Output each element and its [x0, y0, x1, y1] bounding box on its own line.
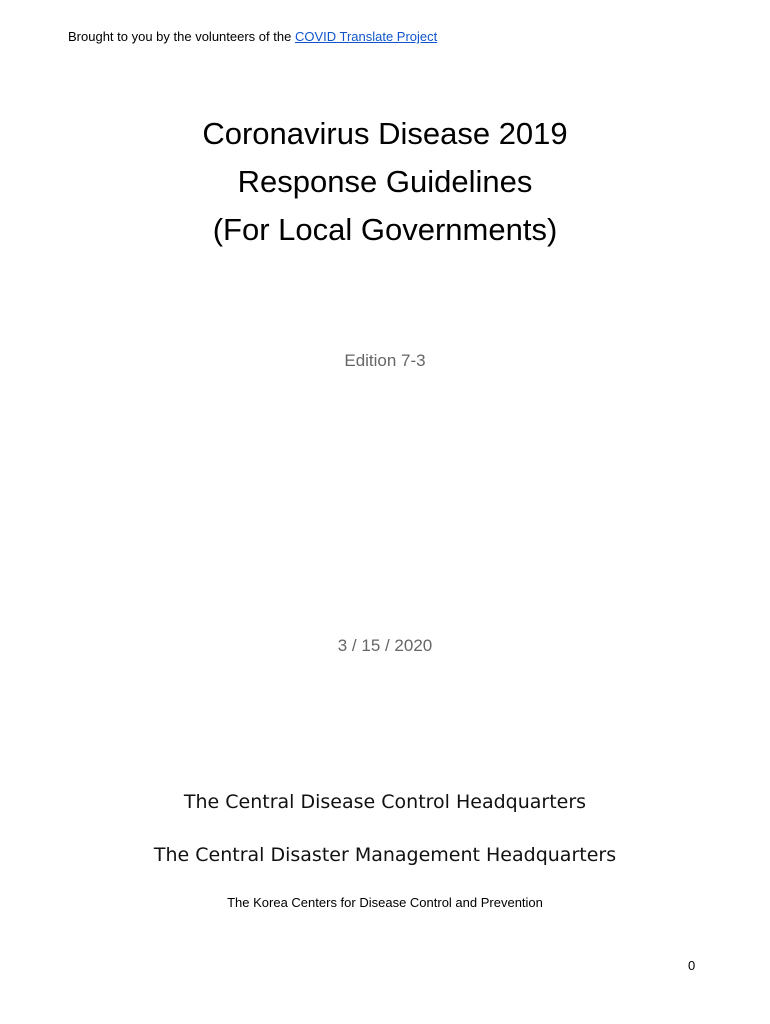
page-number: 0 [688, 958, 696, 973]
title-line-2: Response Guidelines [237, 164, 533, 199]
edition-label: Edition 7-3 [344, 351, 426, 370]
title-line-3: (For Local Governments) [212, 212, 558, 247]
covid-translate-project-link[interactable]: COVID Translate Project [294, 29, 438, 44]
attribution-text: Brought to you by the volunteers of the [68, 29, 295, 44]
document-title [0, 110, 770, 254]
kcdc-agency: The Korea Centers for Disease Control and Prevention [227, 895, 543, 910]
publication-date: 3 / 15 / 2020 [337, 636, 433, 655]
central-disease-control-hq: The Central Disease Control Headquarters [183, 791, 587, 813]
title-line-1: Coronavirus Disease 2019 [202, 116, 568, 151]
header-attribution [68, 29, 437, 45]
central-disaster-management-hq: The Central Disaster Management Headquarters [153, 844, 617, 866]
